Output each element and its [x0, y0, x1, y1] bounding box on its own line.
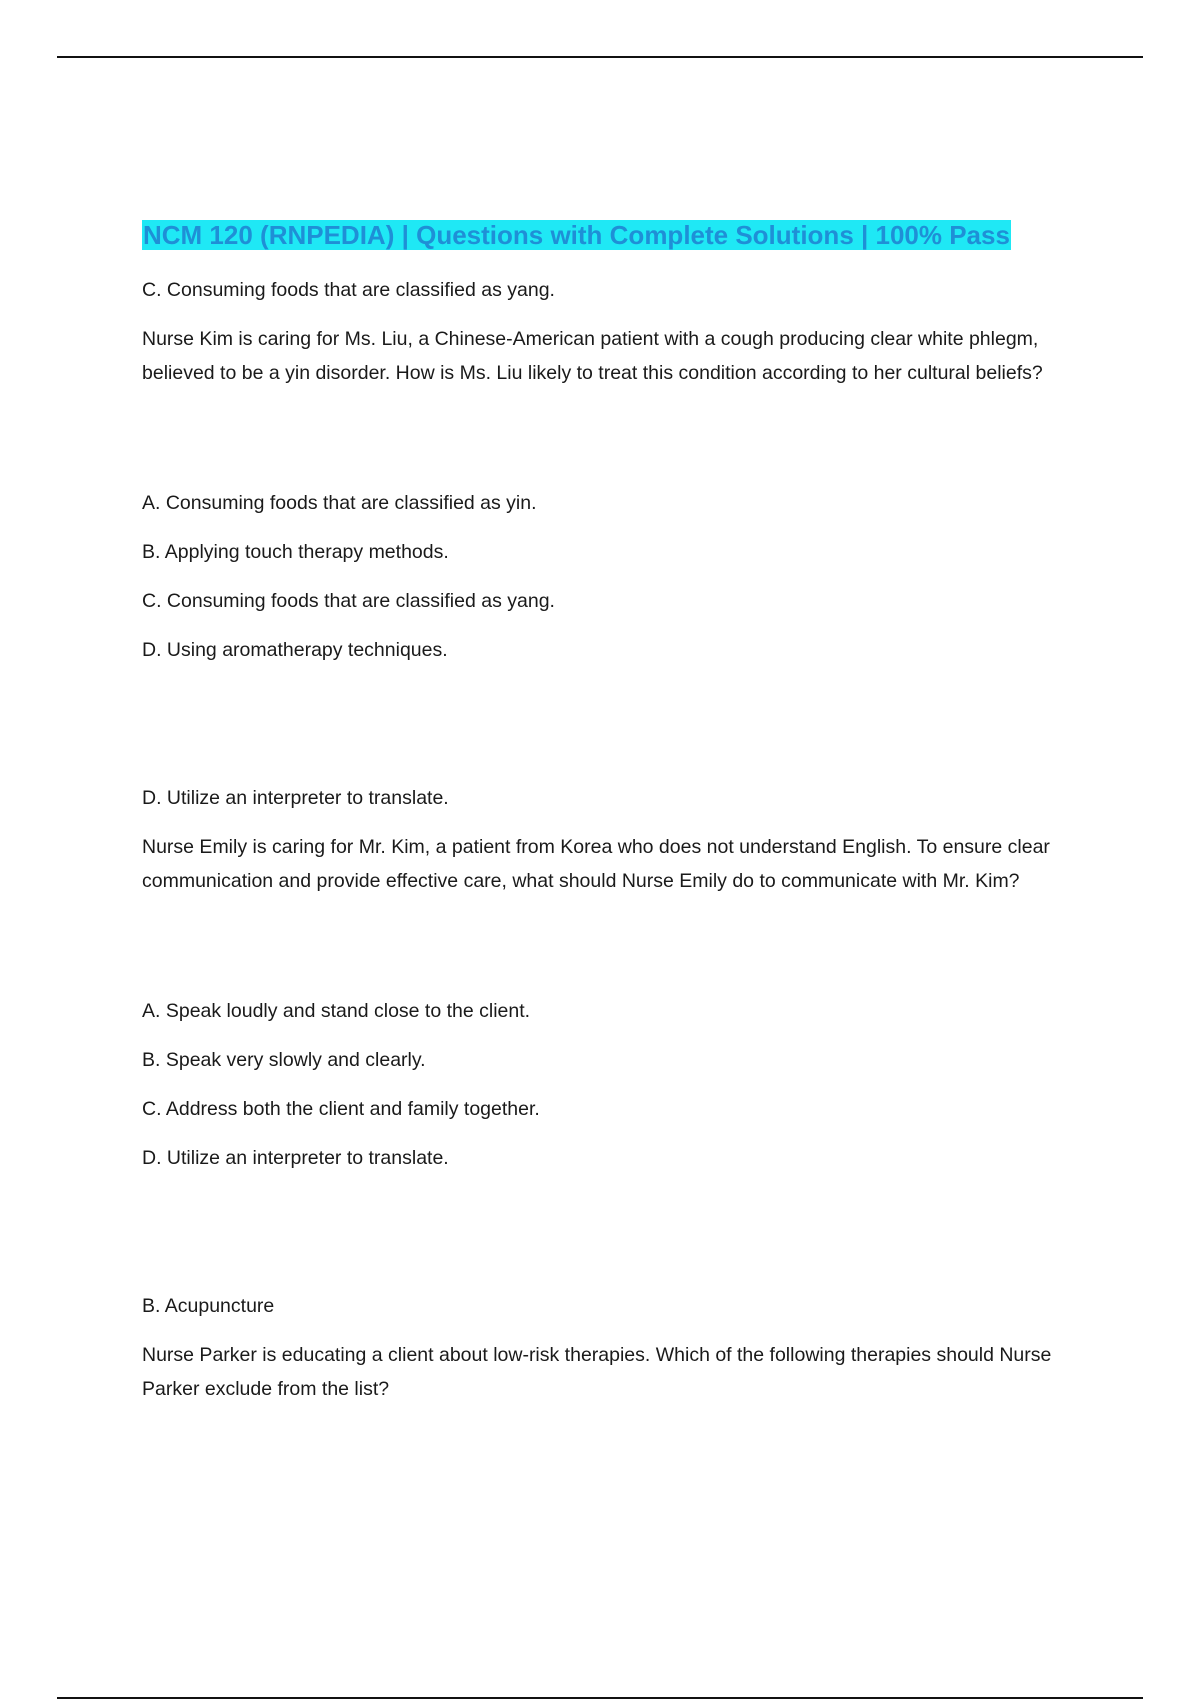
document-title	[142, 215, 1058, 255]
question-text: Nurse Parker is educating a client about low-risk therapies. Which of the following therapies should Nurse Parker exclude from the list?	[142, 1344, 1052, 1400]
option-b: B. Speak very slowly and clearly.	[142, 1049, 426, 1071]
option-c: C. Consuming foods that are classified as yang.	[142, 590, 555, 612]
title-highlight: NCM 120 (RNPEDIA) | Questions with Complete Solutions | 100% Pass	[143, 220, 1010, 250]
question-text: Nurse Emily is caring for Mr. Kim, a patient from Korea who does not understand English. To ensure clear communication and provide effective care, what should Nurse Emily do to communicate with Mr. Kim?	[142, 836, 1050, 892]
option-d: D. Utilize an interpreter to translate.	[142, 1147, 449, 1169]
question-text: Nurse Kim is caring for Ms. Liu, a Chinese-American patient with a cough producing clear white phlegm, believed to be a yin disorder. How is Ms. Liu likely to treat this condition according to her cultural beliefs?	[142, 328, 1043, 384]
answer-line: D. Utilize an interpreter to translate.	[142, 787, 449, 809]
answer-line: C. Consuming foods that are classified as yang.	[142, 279, 555, 301]
option-b: B. Applying touch therapy methods.	[142, 541, 449, 563]
option-a: A. Consuming foods that are classified as yin.	[142, 492, 537, 514]
answer-line: B. Acupuncture	[142, 1295, 275, 1317]
option-a: A. Speak loudly and stand close to the client.	[142, 1000, 531, 1022]
option-c: C. Address both the client and family together.	[142, 1098, 540, 1120]
footer-rule	[57, 1697, 1143, 1699]
header-rule	[57, 56, 1143, 58]
option-d: D. Using aromatherapy techniques.	[142, 639, 448, 661]
